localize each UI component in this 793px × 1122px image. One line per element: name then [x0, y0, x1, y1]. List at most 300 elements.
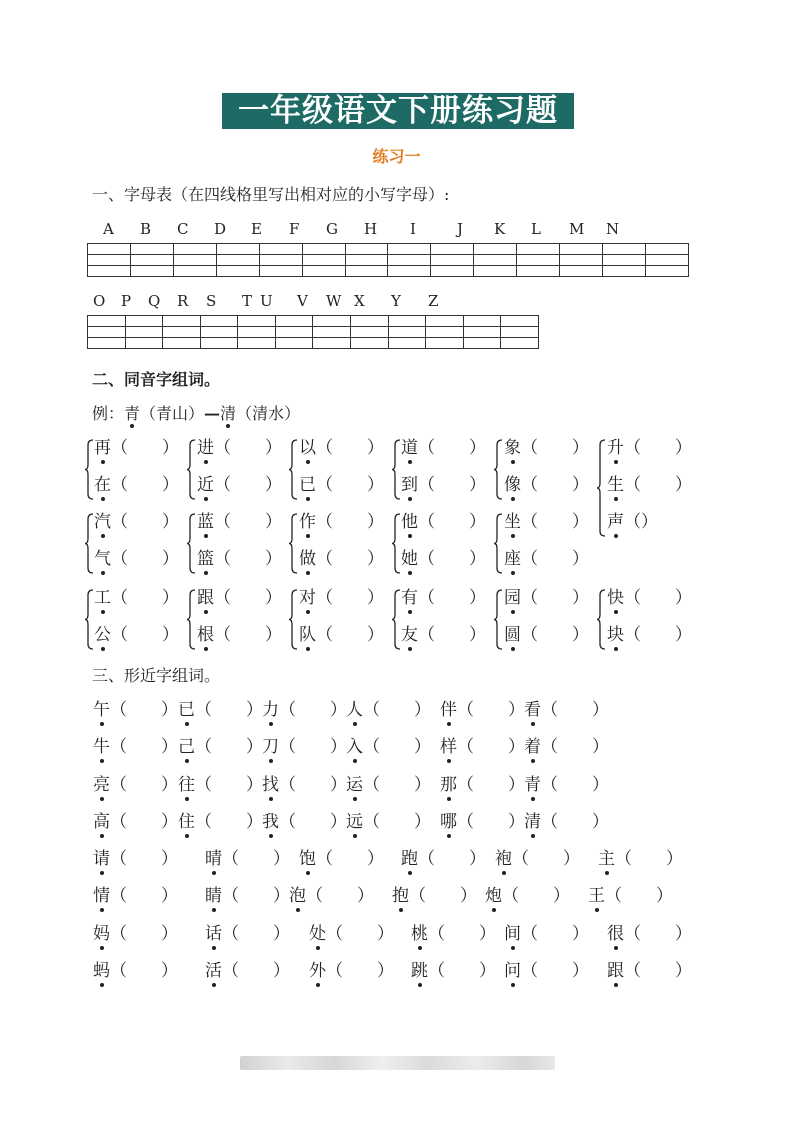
answer-blank[interactable]: （ ） — [222, 886, 290, 906]
word-item[interactable] — [346, 736, 431, 758]
dotted-char: 她 — [401, 549, 418, 569]
grid-cell[interactable] — [474, 244, 517, 255]
grid-cell[interactable] — [216, 255, 259, 266]
dotted-char: 进 — [197, 438, 214, 458]
word-item[interactable] — [299, 437, 384, 459]
word-item[interactable] — [262, 811, 347, 833]
answer-blank[interactable]: （ ） — [111, 549, 179, 569]
answer-blank[interactable]: （ ） — [195, 737, 263, 757]
answer-blank[interactable]: （ ） — [512, 849, 580, 869]
grid-cell[interactable] — [238, 316, 276, 327]
letter-v: V — [297, 292, 308, 310]
word-item[interactable] — [524, 736, 609, 758]
four-line-grid-2[interactable] — [87, 315, 539, 349]
answer-blank[interactable]: （ ） — [316, 549, 384, 569]
grid-cell[interactable] — [275, 338, 313, 349]
answer-blank[interactable]: （ ） — [418, 475, 486, 495]
grid-cell[interactable] — [645, 266, 688, 277]
answer-blank[interactable]: （ ） — [316, 588, 384, 608]
word-item[interactable] — [504, 437, 589, 459]
brace-icon — [596, 439, 606, 537]
answer-blank[interactable]: （ ） — [428, 924, 496, 944]
word-item[interactable] — [504, 923, 589, 945]
word-item[interactable] — [299, 474, 384, 496]
word-item[interactable] — [401, 437, 486, 459]
answer-blank[interactable]: （ ） — [110, 737, 178, 757]
answer-blank[interactable]: （ ） — [624, 625, 692, 645]
answer-blank[interactable]: （ ） — [195, 700, 263, 720]
grid-cell[interactable] — [603, 266, 646, 277]
grid-cell[interactable] — [474, 255, 517, 266]
answer-blank[interactable]: （ ） — [541, 812, 609, 832]
grid-cell[interactable] — [388, 327, 426, 338]
answer-blank[interactable]: （ ） — [110, 812, 178, 832]
answer-blank[interactable]: （ ） — [418, 588, 486, 608]
answer-blank[interactable]: （ ） — [521, 438, 589, 458]
grid-cell[interactable] — [501, 338, 539, 349]
grid-cell[interactable] — [88, 316, 126, 327]
answer-blank[interactable]: （ ） — [428, 961, 496, 981]
word-item[interactable] — [607, 960, 692, 982]
answer-blank[interactable]: （ ） — [316, 512, 384, 532]
dotted-char: 道 — [401, 438, 418, 458]
grid-cell[interactable] — [560, 266, 603, 277]
answer-blank[interactable]: （ ） — [521, 588, 589, 608]
word-item[interactable] — [93, 736, 178, 758]
word-item[interactable] — [411, 923, 496, 945]
grid-cell[interactable] — [351, 327, 389, 338]
word-item[interactable] — [178, 811, 263, 833]
grid-cell[interactable] — [517, 266, 560, 277]
answer-blank[interactable]: （ ） — [521, 625, 589, 645]
dotted-char: 运 — [346, 775, 363, 795]
grid-cell[interactable] — [216, 244, 259, 255]
grid-cell[interactable] — [200, 327, 238, 338]
grid-cell[interactable] — [517, 244, 560, 255]
word-item[interactable] — [607, 587, 692, 609]
grid-cell[interactable] — [645, 244, 688, 255]
answer-blank[interactable]: （ ） — [316, 849, 384, 869]
grid-cell[interactable] — [388, 266, 431, 277]
answer-blank[interactable]: （ ） — [624, 588, 692, 608]
grid-cell[interactable] — [259, 266, 302, 277]
word-item[interactable] — [299, 511, 384, 533]
letter-i: I — [410, 220, 416, 238]
answer-blank[interactable]: （ ） — [326, 924, 394, 944]
answer-blank[interactable]: （ ） — [615, 849, 683, 869]
answer-blank[interactable]: （ ） — [222, 961, 290, 981]
answer-blank[interactable]: （ ） — [521, 961, 589, 981]
word-item[interactable] — [504, 587, 589, 609]
grid-cell[interactable] — [351, 338, 389, 349]
answer-blank[interactable]: （ ） — [110, 886, 178, 906]
word-item[interactable] — [299, 624, 384, 646]
grid-cell[interactable] — [474, 266, 517, 277]
grid-cell[interactable] — [313, 338, 351, 349]
grid-cell[interactable] — [463, 316, 501, 327]
answer-blank[interactable]: （ ） — [457, 700, 525, 720]
dotted-char: 再 — [94, 438, 111, 458]
word-item[interactable] — [607, 511, 658, 533]
word-item[interactable] — [94, 511, 179, 533]
word-item[interactable] — [262, 736, 347, 758]
word-item[interactable] — [607, 437, 692, 459]
answer-blank[interactable]: （ ） — [418, 625, 486, 645]
answer-blank[interactable]: （ ） — [605, 886, 673, 906]
grid-cell[interactable] — [560, 244, 603, 255]
grid-cell[interactable] — [302, 266, 345, 277]
answer-blank[interactable]: （ ） — [279, 775, 347, 795]
grid-cell[interactable] — [313, 327, 351, 338]
answer-blank[interactable]: （ ） — [110, 700, 178, 720]
answer-blank[interactable]: （ ） — [214, 438, 282, 458]
answer-blank[interactable]: （ ） — [541, 775, 609, 795]
grid-cell[interactable] — [173, 266, 216, 277]
grid-cell[interactable] — [238, 327, 276, 338]
dotted-char: 泡 — [289, 886, 306, 906]
dotted-char: 队 — [299, 625, 316, 645]
word-item[interactable] — [309, 923, 394, 945]
grid-cell[interactable] — [302, 244, 345, 255]
dotted-char: 高 — [93, 812, 110, 832]
answer-blank[interactable]: （ ） — [279, 812, 347, 832]
word-item[interactable] — [504, 511, 589, 533]
dotted-char: 很 — [607, 924, 624, 944]
word-item[interactable] — [346, 811, 431, 833]
word-item[interactable] — [93, 848, 178, 870]
dotted-char: 那 — [440, 775, 457, 795]
dotted-char: 刀 — [262, 737, 279, 757]
word-item[interactable] — [485, 885, 570, 907]
answer-blank[interactable]: （ ） — [316, 438, 384, 458]
grid-cell[interactable] — [259, 244, 302, 255]
answer-blank[interactable]: （ ） — [111, 438, 179, 458]
word-item[interactable] — [504, 624, 589, 646]
dotted-char: 饱 — [299, 849, 316, 869]
word-item[interactable] — [205, 848, 290, 870]
dotted-char: 力 — [262, 700, 279, 720]
grid-cell[interactable] — [313, 316, 351, 327]
answer-blank[interactable]: （ ） — [214, 475, 282, 495]
word-item[interactable] — [205, 960, 290, 982]
answer-blank[interactable]: （ ） — [110, 849, 178, 869]
answer-blank[interactable]: （ ） — [457, 812, 525, 832]
dotted-char: 活 — [205, 961, 222, 981]
dotted-char: 哪 — [440, 812, 457, 832]
word-item[interactable] — [504, 548, 589, 570]
example-line — [92, 401, 300, 424]
word-item[interactable] — [299, 548, 384, 570]
word-item[interactable] — [299, 848, 384, 870]
grid-cell[interactable] — [501, 316, 539, 327]
word-item[interactable] — [440, 774, 525, 796]
word-item[interactable] — [94, 548, 179, 570]
grid-cell[interactable] — [163, 316, 201, 327]
word-item[interactable] — [93, 774, 178, 796]
answer-blank[interactable]: （ ） — [521, 549, 589, 569]
grid-cell[interactable] — [517, 255, 560, 266]
grid-cell[interactable] — [216, 266, 259, 277]
grid-cell[interactable] — [130, 255, 173, 266]
word-item[interactable] — [262, 774, 347, 796]
dotted-char: 找 — [262, 775, 279, 795]
word-item[interactable] — [401, 624, 486, 646]
grid-cell[interactable] — [125, 316, 163, 327]
answer-blank[interactable]: （ ） — [214, 512, 282, 532]
grid-cell[interactable] — [388, 316, 426, 327]
dotted-char: 跳 — [411, 961, 428, 981]
grid-cell[interactable] — [463, 338, 501, 349]
letter-u: U — [260, 292, 273, 310]
word-item[interactable] — [94, 474, 179, 496]
word-item[interactable] — [205, 885, 290, 907]
word-item[interactable] — [346, 774, 431, 796]
word-item[interactable] — [440, 736, 525, 758]
answer-blank[interactable]: （ ） — [110, 924, 178, 944]
word-item[interactable] — [197, 511, 282, 533]
word-item[interactable] — [504, 474, 589, 496]
grid-cell[interactable] — [603, 255, 646, 266]
answer-blank[interactable]: （ ） — [418, 849, 486, 869]
answer-blank[interactable]: （ ） — [521, 512, 589, 532]
grid-cell[interactable] — [173, 255, 216, 266]
grid-cell[interactable] — [560, 255, 603, 266]
letter-o: O — [93, 292, 106, 310]
example-word-b: （清水） — [236, 404, 301, 423]
letter-t: T — [242, 292, 253, 310]
brace-icon — [493, 439, 503, 500]
grid-cell[interactable] — [130, 266, 173, 277]
answer-blank[interactable]: （ ） — [316, 625, 384, 645]
word-item[interactable] — [346, 699, 431, 721]
word-item[interactable] — [197, 548, 282, 570]
grid-cell[interactable] — [163, 338, 201, 349]
word-item[interactable] — [607, 474, 692, 496]
word-item[interactable] — [93, 811, 178, 833]
word-item[interactable] — [401, 848, 486, 870]
grid-cell[interactable] — [125, 338, 163, 349]
dotted-char: 袍 — [495, 849, 512, 869]
dotted-char: 座 — [504, 549, 521, 569]
answer-blank[interactable]: （ ） — [457, 775, 525, 795]
answer-blank[interactable]: （ ） — [418, 512, 486, 532]
answer-blank[interactable]: （ ） — [624, 924, 692, 944]
word-item[interactable] — [93, 885, 178, 907]
answer-blank[interactable]: （ ） — [279, 700, 347, 720]
grid-cell[interactable] — [603, 244, 646, 255]
brace-icon — [288, 439, 298, 500]
word-item[interactable] — [598, 848, 683, 870]
word-item[interactable] — [205, 923, 290, 945]
answer-blank[interactable]: （ ） — [541, 700, 609, 720]
grid-cell[interactable] — [130, 244, 173, 255]
grid-cell[interactable] — [431, 266, 474, 277]
grid-cell[interactable] — [388, 338, 426, 349]
grid-cell[interactable] — [388, 255, 431, 266]
word-item[interactable] — [178, 699, 263, 721]
answer-blank[interactable]: （ ） — [111, 588, 179, 608]
dotted-char: 他 — [401, 512, 418, 532]
word-item[interactable] — [178, 736, 263, 758]
answer-blank[interactable]: （ ） — [316, 475, 384, 495]
answer-blank[interactable]: （ ） — [624, 475, 692, 495]
answer-blank[interactable]: （ ） — [418, 549, 486, 569]
word-item[interactable] — [440, 811, 525, 833]
grid-cell[interactable] — [302, 255, 345, 266]
answer-blank[interactable]: （ ） — [214, 549, 282, 569]
answer-blank[interactable]: （ ） — [110, 775, 178, 795]
grid-cell[interactable] — [345, 255, 388, 266]
answer-blank[interactable]: （ ） — [214, 625, 282, 645]
letter-l: L — [531, 220, 541, 238]
answer-blank[interactable]: （ ） — [418, 438, 486, 458]
grid-cell[interactable] — [501, 327, 539, 338]
word-item[interactable] — [401, 511, 486, 533]
dotted-char: 跟 — [197, 588, 214, 608]
grid-cell[interactable] — [345, 244, 388, 255]
answer-blank[interactable]: （ ） — [363, 737, 431, 757]
word-item[interactable] — [524, 811, 609, 833]
grid-cell[interactable] — [463, 327, 501, 338]
grid-cell[interactable] — [238, 338, 276, 349]
word-item[interactable] — [588, 885, 673, 907]
example-dash: — — [204, 404, 221, 423]
grid-cell[interactable] — [88, 244, 131, 255]
example-char-a: 青 — [124, 401, 140, 424]
word-item[interactable] — [607, 624, 692, 646]
grid-cell[interactable] — [173, 244, 216, 255]
answer-blank[interactable]: （ ） — [409, 886, 477, 906]
word-item[interactable] — [262, 699, 347, 721]
word-item[interactable] — [197, 624, 282, 646]
word-item[interactable] — [524, 699, 609, 721]
dotted-char: 看 — [524, 700, 541, 720]
dotted-char: 公 — [94, 625, 111, 645]
answer-blank[interactable]: （ ） — [222, 924, 290, 944]
grid-cell[interactable] — [275, 316, 313, 327]
dotted-char: 声 — [607, 512, 624, 532]
grid-cell[interactable] — [200, 316, 238, 327]
word-item[interactable] — [93, 960, 178, 982]
brace-icon — [493, 589, 503, 650]
answer-blank[interactable]: （ ） — [502, 886, 570, 906]
answer-blank[interactable]: （ ） — [111, 512, 179, 532]
dotted-char: 汽 — [94, 512, 111, 532]
page-title: 一年级语文下册练习题 — [222, 93, 574, 129]
word-item[interactable] — [197, 587, 282, 609]
answer-blank[interactable]: （ ） — [624, 961, 692, 981]
answer-blank[interactable]: （） — [624, 512, 658, 532]
grid-cell[interactable] — [88, 338, 126, 349]
word-item[interactable] — [93, 699, 178, 721]
grid-cell[interactable] — [259, 255, 302, 266]
answer-blank[interactable]: （ ） — [363, 812, 431, 832]
grid-cell[interactable] — [275, 327, 313, 338]
word-item[interactable] — [93, 923, 178, 945]
answer-blank[interactable]: （ ） — [195, 812, 263, 832]
answer-blank[interactable]: （ ） — [306, 886, 374, 906]
grid-cell[interactable] — [163, 327, 201, 338]
answer-blank[interactable]: （ ） — [222, 849, 290, 869]
answer-blank[interactable]: （ ） — [111, 475, 179, 495]
word-item[interactable] — [401, 474, 486, 496]
answer-blank[interactable]: （ ） — [195, 775, 263, 795]
word-item[interactable] — [504, 960, 589, 982]
answer-blank[interactable]: （ ） — [457, 737, 525, 757]
grid-cell[interactable] — [426, 316, 464, 327]
answer-blank[interactable]: （ ） — [111, 625, 179, 645]
grid-cell[interactable] — [388, 244, 431, 255]
word-item[interactable] — [411, 960, 496, 982]
grid-cell[interactable] — [125, 327, 163, 338]
word-item[interactable] — [197, 437, 282, 459]
word-item[interactable] — [94, 587, 179, 609]
word-item[interactable] — [94, 624, 179, 646]
answer-blank[interactable]: （ ） — [521, 475, 589, 495]
four-line-grid-1[interactable] — [87, 243, 689, 277]
answer-blank[interactable]: （ ） — [326, 961, 394, 981]
answer-blank[interactable]: （ ） — [521, 924, 589, 944]
dotted-char: 作 — [299, 512, 316, 532]
word-item[interactable] — [289, 885, 374, 907]
word-item[interactable] — [524, 774, 609, 796]
word-item[interactable] — [401, 587, 486, 609]
word-item[interactable] — [309, 960, 394, 982]
dotted-char: 牛 — [93, 737, 110, 757]
dotted-char: 到 — [401, 475, 418, 495]
letter-g: G — [326, 220, 338, 238]
word-item[interactable] — [401, 548, 486, 570]
answer-blank[interactable]: （ ） — [110, 961, 178, 981]
dotted-char: 己 — [178, 737, 195, 757]
grid-cell[interactable] — [88, 327, 126, 338]
answer-blank[interactable]: （ ） — [363, 775, 431, 795]
word-item[interactable] — [299, 587, 384, 609]
dotted-char: 生 — [607, 475, 624, 495]
dotted-char: 问 — [504, 961, 521, 981]
grid-cell[interactable] — [88, 255, 131, 266]
section1-heading: 一、字母表（在四线格里写出相对应的小写字母）: — [92, 185, 450, 204]
letter-n: N — [606, 220, 620, 238]
page-subtitle: 练习一 — [372, 147, 421, 166]
answer-blank[interactable]: （ ） — [279, 737, 347, 757]
answer-blank[interactable]: （ ） — [624, 438, 692, 458]
word-item[interactable] — [178, 774, 263, 796]
dotted-char: 亮 — [93, 775, 110, 795]
grid-cell[interactable] — [351, 316, 389, 327]
word-item[interactable] — [197, 474, 282, 496]
letter-z: Z — [428, 292, 439, 310]
grid-cell[interactable] — [345, 266, 388, 277]
answer-blank[interactable]: （ ） — [363, 700, 431, 720]
grid-cell[interactable] — [426, 338, 464, 349]
answer-blank[interactable]: （ ） — [214, 588, 282, 608]
grid-cell[interactable] — [645, 255, 688, 266]
section3-heading: 三、形近字组词。 — [92, 666, 221, 685]
grid-cell[interactable] — [431, 244, 474, 255]
word-item[interactable] — [607, 923, 692, 945]
word-item[interactable] — [392, 885, 477, 907]
word-item[interactable] — [495, 848, 580, 870]
word-item[interactable] — [94, 437, 179, 459]
grid-cell[interactable] — [426, 327, 464, 338]
grid-cell[interactable] — [88, 266, 131, 277]
grid-cell[interactable] — [431, 255, 474, 266]
grid-cell[interactable] — [200, 338, 238, 349]
dotted-char: 外 — [309, 961, 326, 981]
answer-blank[interactable]: （ ） — [541, 737, 609, 757]
word-item[interactable] — [440, 699, 525, 721]
